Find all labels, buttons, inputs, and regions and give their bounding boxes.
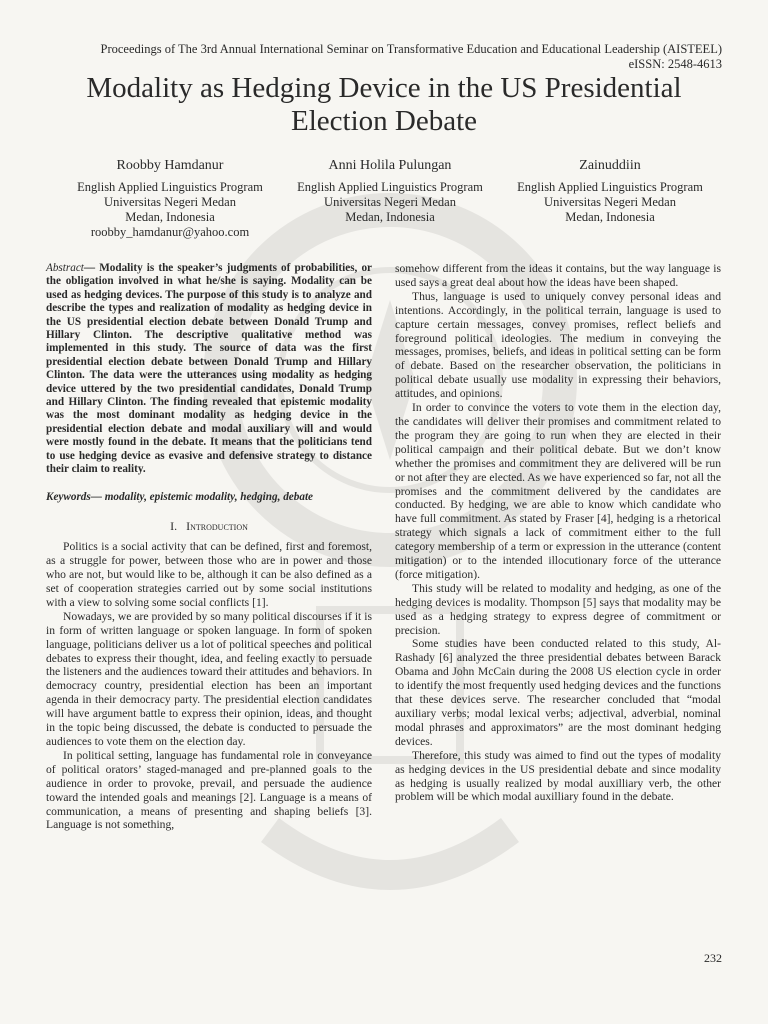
body-paragraph: Politics is a social activity that can be defined, first and foremost, as a struggle for power, between those who are in power and those who are not, but would like to be, although it can be also defined as a set of cooperation strategies carried out by some social institutions with a view to solving some social conflicts [1]. [46,540,372,609]
author-affiliation: English Applied Linguistics Program [77,180,263,194]
paper-title: Modality as Hedging Device in the US Presidential Election Debate [86,72,682,137]
author-1 [60,158,280,240]
author-block [60,158,720,240]
author-name: Roobby Hamdanur [116,158,224,173]
conference-header: Proceedings of The 3rd Annual International Seminar on Transformative Education and Educational Leadership (AISTEEL) [100,42,722,56]
body-paragraph: Thus, language is used to uniquely convey personal ideas and intentions. Accordingly, in the political terrain, language is used to capture certain messages, convey promises, reflect beliefs and foreground political ideologies. The medium in conveying the messages, promises, beliefs, and ideas in political setting can be form of debate. Based on the researcher observation, the politicians in political debate usually use modality in expressing their behaviors, attitudes, and opinions. [395,289,721,401]
author-university: Universitas Negeri Medan [544,195,676,209]
abstract-text: Modality is the speaker’s judgments of probabilities, or the obligation involved in what he/she is saying. Modality can be used as hedging devices. The purpose of this study is to analyze and describe the types and realization of modality as hedging device in the US presidential election debate between Donald Trump and Hillary Clinton. The descriptive qualitative method was implemented in this study. The source of data was the first presidential election debate between Donald Trump and Hillary Clinton. The data were the utterances using modality as hedging device uttered by the two presidential candidates, Donald Trump and Hillary Clinton. The finding revealed that epistemic modality was the most dominant modality as hedging device in the presidential election debate and modal auxiliary will and would were mostly found in the debate. It means that the politicians tend to use hedging device as evasive and defensive strategy to distance their claim to reality. [46,262,372,476]
keywords: Keywords— modality, epistemic modality, hedging, debate [46,490,314,503]
author-city: Medan, Indonesia [565,210,655,224]
section-number: I. [170,519,178,534]
body-paragraph: In political setting, language has fundamental role in conveyance of political orators’ staged-managed and pre-planned goals to the audience in order to provoke, prevail, and persuade the audience toward the intended goals and meanings [2]. Language is a means of communication, a means of presenting and shaping beliefs [3]. Language is not something, [46,748,372,832]
body-paragraph: Some studies have been conducted related to this study, Al-Rashady [6] analyzed the three presidential debates between Barack Obama and John McCain during the 2008 US election cycle in order to identify the most frequently used hedging devices and the functions that these devices serve. The researcher concluded that “modal auxiliary verbs; modal lexical verbs; adjectival, adverbial, nominal modal phrases and approximators” are the most dominant hedging devices. [395,637,721,748]
left-column [46,262,372,832]
author-2 [280,158,500,240]
author-3 [500,158,720,240]
author-name: Anni Holila Pulungan [328,158,452,173]
page-number: 232 [704,951,722,965]
issn-header: eISSN: 2548-4613 [628,57,722,71]
body-paragraph: somehow different from the ideas it contains, but the way language is used says a great deal about how the ideas have been shaped. [395,262,721,289]
author-email: roobby_hamdanur@yahoo.com [90,225,250,239]
body-paragraph: Nowadays, we are provided by so many political discourses if it is in form of written language or spoken language. In form of spoken language, politicians deliver us a lot of political speeches and political debates to express their thought, idea, and feeling exactly to persuade the listeners and the audiences toward their attitudes and behaviors. In democracy country, presidential election has been an important agenda in their democracy party. The presidential election candidates will have argument battle to express their opinion, ideas, and thought in the topic being discussed, the debate is conducted to persuade the audiences to vote them on the election day. [46,609,372,748]
author-university: Universitas Negeri Medan [104,195,236,209]
abstract [46,262,372,477]
right-column [395,262,721,804]
section-heading [46,520,372,534]
section-title: Introduction [186,519,248,534]
abstract-dash: — [83,262,100,274]
author-affiliation: English Applied Linguistics Program [297,180,483,194]
author-city: Medan, Indonesia [125,210,215,224]
author-city: Medan, Indonesia [345,210,435,224]
author-affiliation: English Applied Linguistics Program [517,180,703,194]
body-paragraph: In order to convince the voters to vote them in the election day, the candidates will deliver their promises and commitment related to the program they are going to run when they are elected in their political campaign and their political debate. But we don’t know whether the promises and commitment they are delivered will be run or not after they are elected. As we have experienced so far, not all the promises and the commitment delivered by the candidates are conducted. By hedging, we are able to know which candidate who have full commitment. As stated by Fraser [4], hedging is a rhetorical strategy which signals a lack of commitment either to the full category membership of a term or expression in the utterance (content mitigation) or to the intended illocutionary force of the utterance (force mitigation). [395,401,721,581]
abstract-label: Abstract [46,262,84,274]
body-paragraph: Therefore, this study was aimed to find out the types of modality as hedging devices in the US presidential debate and since modality as hedging is usually realized by modal auxilliary verb, the other problem will be which modal auxilliary found in the debate. [395,748,721,804]
body-paragraph: This study will be related to modality and hedging, as one of the hedging devices is modality. Thompson [5] says that modality may be used as a hedging strategy to express degree of commitment or precision. [395,581,721,637]
author-name: Zainuddiin [579,158,641,173]
author-university: Universitas Negeri Medan [324,195,456,209]
